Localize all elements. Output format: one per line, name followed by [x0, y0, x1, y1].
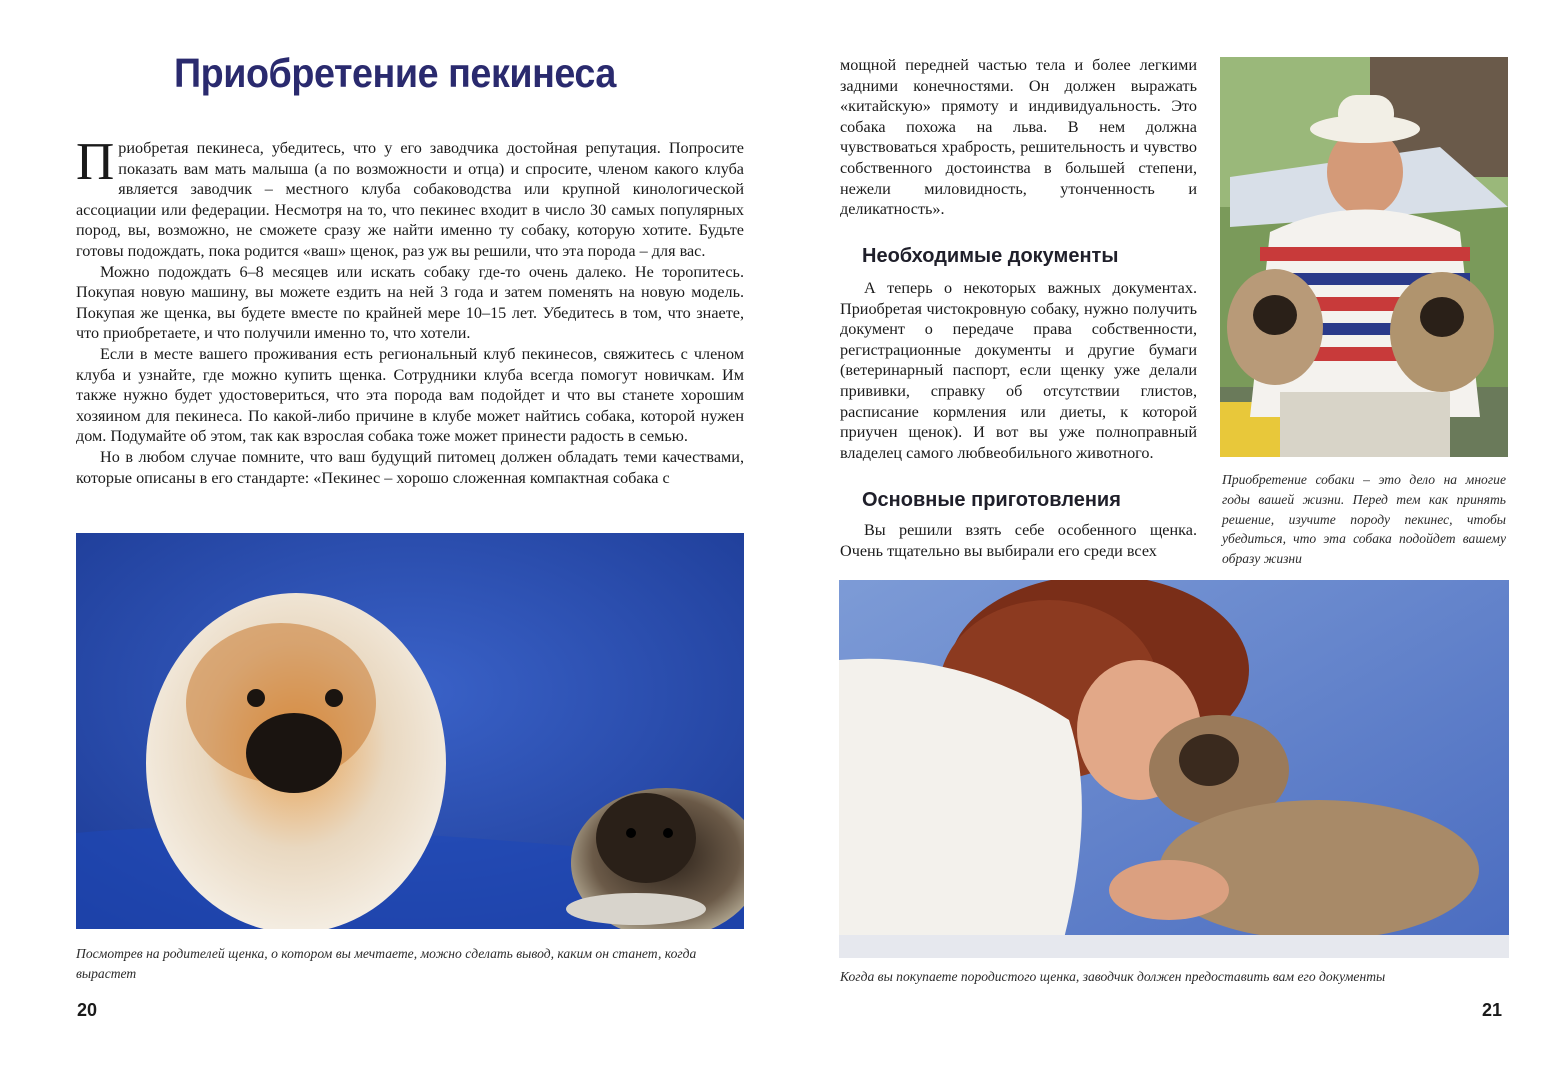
man-photo-caption: Приобретение собаки – это дело на многие годы вашей жизни. Перед тем как принять решение, изучите породу пекинес, чтобы убедиться, что эта собака подойдет вашему образу жизни	[1222, 472, 1506, 567]
pekingese-adult-and-puppy-photo	[76, 533, 744, 929]
paragraph-3: Если в месте вашего проживания есть региональный клуб пекинесов, свяжитесь с членом клуба и узнайте, где можно купить щенка. Сотрудники клуба всегда помогут новичкам. Им также нужно будет удостовериться, что эта порода вам подойдет и что вы станете хорошим хозяином для пекинеса. По какой-либо причине в клубе может найтись собака, которой нужен дом. Подумайте об этом, так как взрослая собака тоже может принести радость в семью.	[76, 344, 744, 446]
page-title: Приобретение пекинеса	[174, 50, 616, 96]
right-page	[782, 0, 1564, 1080]
left-body-text	[76, 133, 744, 488]
preparations-text: Вы решили взять себе особенного щенка. Очень тщательно вы выбирали его среди всех	[840, 521, 1197, 560]
paragraph-1: Приобретая пекинеса, убедитесь, что у его заводчика достойная репутация. Попросите показать вам мать малыша (а по возможности и отца) и спросите, членом какого клуба является заводчик – местного клуба собаководства или крупной кинологической ассоциации или федерации. Несмотря на то, что пекинес входит в число 30 самых популярных пород, вы, возможно, не сможете сразу же найти именно ту собаку, которую хотите. Будьте готовы подождать, пока родится «ваш» щенок, раз уж вы решили, что эта порода – для вас.	[76, 133, 744, 260]
woman-with-puppy-photo	[839, 580, 1509, 958]
man-with-pekingese-photo	[1220, 57, 1508, 457]
drop-cap: П	[76, 133, 115, 191]
subhead-documents: Необходимые документы	[862, 245, 1119, 267]
subhead-preparations: Основные приготовления	[862, 489, 1121, 511]
paragraph-4: Но в любом случае помните, что ваш будущий питомец должен обладать теми качествами, которые описаны в его стандарте: «Пекинес – хорошо сложенная компактная собака с	[76, 447, 744, 487]
right-continuation-text: мощной передней частью тела и более легкими задними конечностями. Он должен выражать «китайскую» прямоту и индивидуальность. Это собака похожа на льва. В нем должна чувствоваться храбрость, решительность и чувство собственного достоинства в большей степени, нежели миловидность, утонченность и деликатность».	[840, 56, 1197, 219]
page-number-left: 20	[77, 1000, 98, 1020]
page-number-right: 21	[1482, 1000, 1503, 1020]
paragraph-2: Можно подождать 6–8 месяцев или искать собаку где-то очень далеко. Не торопитесь. Покупая новую машину, вы можете ездить на ней 3 года и затем поменять на новую модель. Покупая же щенка, вы будете вместе по крайней мере 10–15 лет. Убедитесь в том, что знаете, что приобретаете, и что получили именно то, что хотели.	[76, 262, 744, 343]
left-photo-caption: Посмотрев на родителей щенка, о котором вы мечтаете, можно сделать вывод, каким он станет, когда вырастет	[76, 946, 697, 981]
documents-text: А теперь о некоторых важных документах. Приобретая чистокровную собаку, нужно получить документ о передаче права собственности, регистрационные документы и другие бумаги (ветеринарный паспорт, если щенку уже делали прививки, справку об отсутствии глистов, расписание кормления или диеты, к которой приучен щенок). И вот вы уже полноправный владелец самого любвеобильного животного.	[840, 279, 1197, 462]
woman-photo-caption: Когда вы покупаете породистого щенка, заводчик должен предоставить вам его документы	[840, 969, 1386, 984]
